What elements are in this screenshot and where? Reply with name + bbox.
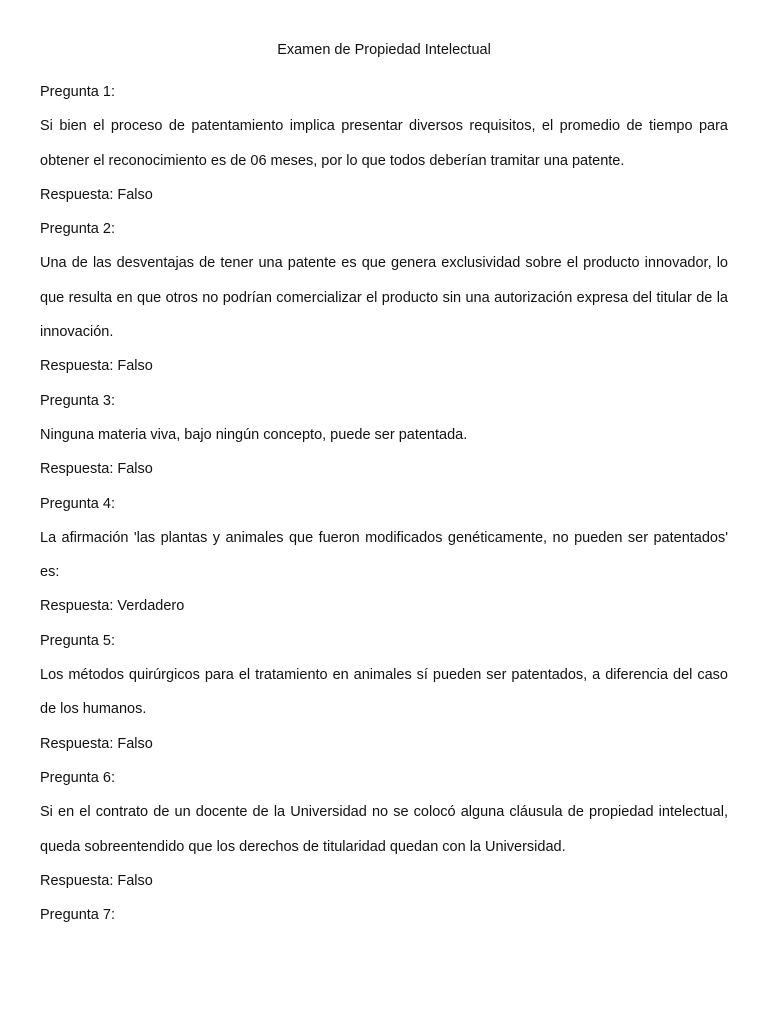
question-label: Pregunta 1:: [40, 84, 115, 100]
question-label: Pregunta 6:: [40, 769, 115, 786]
question-block: [40, 212, 728, 383]
question-text: La afirmación 'las plantas y animales que fueron modificados genéticamente, no pueden ser patentados' es:: [40, 529, 728, 581]
question-text: Ninguna materia viva, bajo ningún concepto, puede ser patentada.: [40, 426, 468, 443]
question-text: Si bien el proceso de patentamiento implica presentar diversos requisitos, el promedio de tiempo para obtener el reconocimiento es de 06 meses, por lo que todos deberían tramitar una patente.: [40, 118, 728, 169]
answer-text: Respuesta: Falso: [40, 186, 153, 203]
question-block: [40, 487, 728, 624]
answer-text: Respuesta: Verdadero: [40, 598, 185, 615]
question-label: Pregunta 4:: [40, 495, 115, 512]
question-label: Pregunta 3:: [40, 392, 115, 409]
document-body: [40, 75, 728, 932]
answer-text: Respuesta: Falso: [40, 461, 153, 478]
question-label: Pregunta 5:: [40, 632, 115, 649]
answer-text: Respuesta: Falso: [40, 872, 153, 889]
answer-text: Respuesta: Falso: [40, 735, 153, 752]
question-label: Pregunta 2:: [40, 221, 115, 238]
document-title: Examen de Propiedad Intelectual: [277, 42, 491, 58]
answer-text: Respuesta: Falso: [40, 358, 153, 375]
question-text: Los métodos quirúrgicos para el tratamiento en animales sí pueden ser patentados, a diferencia del caso de los humanos.: [40, 667, 728, 718]
question-block: [40, 898, 728, 932]
question-block: [40, 75, 728, 212]
question-text: Una de las desventajas de tener una patente es que genera exclusividad sobre el producto innovador, lo que resulta en que otros no podrían comercializar el producto sin una autorización expresa del titular de la innovación.: [40, 255, 728, 341]
question-block: [40, 384, 728, 487]
question-label: Pregunta 7:: [40, 907, 115, 924]
question-block: [40, 761, 728, 898]
question-text: Si en el contrato de un docente de la Universidad no se colocó alguna cláusula de propiedad intelectual, queda sobreentendido que los derechos de titularidad quedan con la Universidad.: [40, 804, 728, 855]
question-block: [40, 624, 728, 761]
